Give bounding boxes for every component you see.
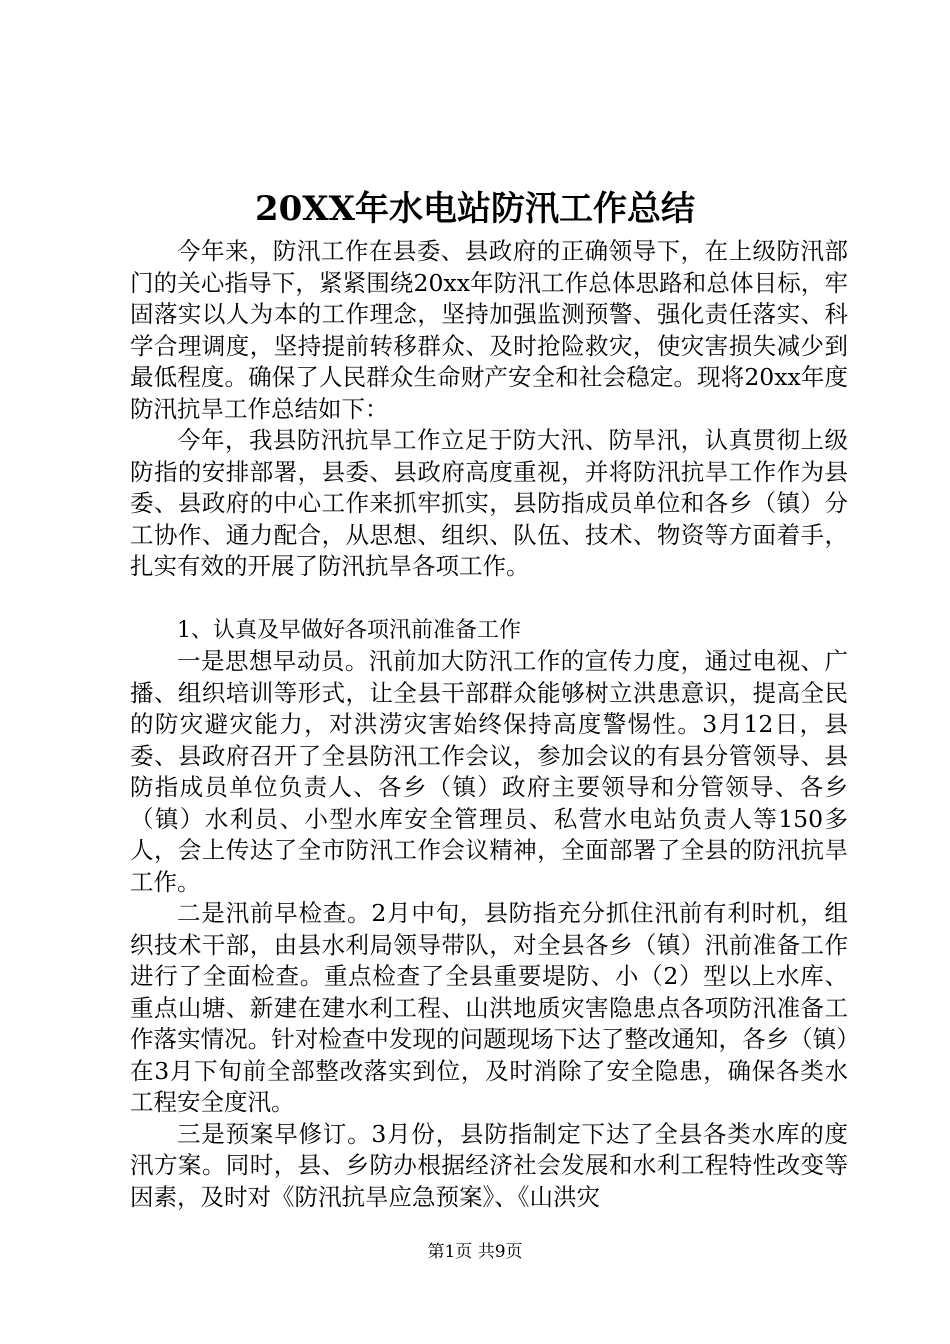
overview-paragraph: 今年，我县防汛抗旱工作立足于防大汛、防旱汛，认真贯彻上级防指的安排部署，县委、县政府高度重视，并将防汛抗旱工作作为县委、县政府的中心工作来抓牢抓实，县防指成员单位和各乡（镇）分工协作、通力配合，从思想、组织、队伍、技术、物资等方面着手，扎实有效的开展了防汛抗旱各项工作。 [130,426,848,580]
section-paragraph-mobilization: 一是思想早动员。汛前加大防汛工作的宣传力度，通过电视、广播、组织培训等形式，让全县干部群众能够树立洪患意识，提高全民的防灾避灾能力，对洪涝灾害始终保持高度警惕性。3月12日，县委、县政府召开了全县防汛工作会议，参加会议的有县分管领导、县防指成员单位负责人、各乡（镇）政府主要领导和分管领导、各乡（镇）水利员、小型水库安全管理员、私营水电站负责人等150多人，会上传达了全市防汛工作会议精神，全面部署了全县的防汛抗旱工作。 [130,647,848,896]
document-body [130,236,848,1213]
section-paragraph-plan-revision: 三是预案早修订。3月份，县防指制定下达了全县各类水库的度汛方案。同时，县、乡防办根据经济社会发展和水利工程特性改变等因素，及时对《防汛抗旱应急预案》、《山洪灾 [130,1119,848,1211]
intro-paragraph: 今年来，防汛工作在县委、县政府的正确领导下，在上级防汛部门的关心指导下，紧紧围绕20xx年防汛工作总体思路和总体目标，牢固落实以人为本的工作理念，坚持加强监测预警、强化责任落实、科学合理调度，坚持提前转移群众、及时抢险救灾，使灾害损失减少到最低程度。确保了人民群众生命财产安全和社会稳定。现将20xx年度防汛抗旱工作总结如下： [130,237,848,423]
document-title: 20XX年水电站防汛工作总结 [254,189,696,229]
section-heading: 1、认真及早做好各项汛前准备工作 [177,617,521,643]
paragraph-spacer [130,583,848,615]
section-paragraph-inspection: 二是汛前早检查。2月中旬，县防指充分抓住汛前有利时机，组织技术干部，由县水利局领导带队，对全县各乡（镇）汛前准备工作进行了全面检查。重点检查了全县重要堤防、小（2）型以上水库、重点山塘、新建在建水利工程、山洪地质灾害隐患点各项防汛准备工作落实情况。针对检查中发现的问题现场下达了整改通知，各乡（镇）在3月下旬前全部整改落实到位，及时消除了安全隐患，确保各类水工程安全度汛。 [130,899,848,1116]
page-number-footer: 第1页 共9页 [427,1242,523,1262]
